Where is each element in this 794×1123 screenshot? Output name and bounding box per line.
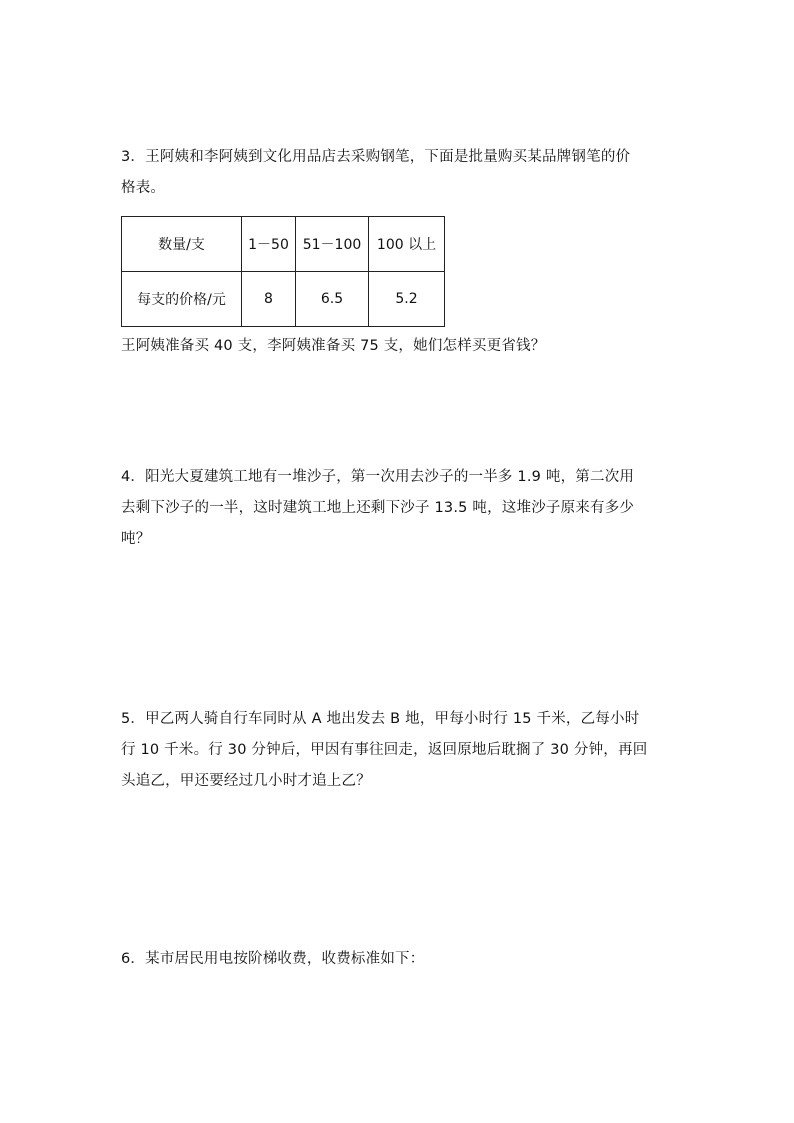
question-4-line-1: 4．阳光大夏建筑工地有一堆沙子，第一次用去沙子的一半多 1.9 吨，第二次用	[121, 469, 635, 485]
table-cell-range-2: 51－100	[296, 217, 369, 272]
table-header-row	[122, 217, 445, 272]
table-price-row	[122, 272, 445, 327]
pen-price-table	[121, 216, 445, 327]
question-3-prompt-text: 王阿姨准备买 40 支，李阿姨准备买 75 支，她们怎样买更省钱？	[121, 338, 546, 354]
question-3-prompt	[121, 331, 677, 362]
table-cell-price-2: 6.5	[296, 272, 369, 327]
question-5	[121, 704, 677, 797]
question-4	[121, 462, 677, 555]
question-3-line-1: 3．王阿姨和李阿姨到文化用品店去采购钢笔，下面是批量购买某品牌钢笔的价	[121, 149, 631, 165]
table-cell-range-3: 100 以上	[369, 217, 445, 272]
table-cell-range-1: 1－50	[242, 217, 296, 272]
table-cell-price-1: 8	[242, 272, 296, 327]
question-3	[121, 142, 677, 204]
table-cell-price-label: 每支的价格/元	[122, 272, 242, 327]
table-cell-price-3: 5.2	[369, 272, 445, 327]
question-5-line-3: 头追乙，甲还要经过几小时才追上乙？	[121, 773, 371, 789]
question-5-line-2: 行 10 千米。行 30 分钟后，甲因有事往回走，返回原地后耽搁了 30 分钟，再回	[121, 742, 648, 758]
question-5-line-1: 5．甲乙两人骑自行车同时从 A 地出发去 B 地，甲每小时行 15 千米，乙每小时	[121, 711, 640, 727]
question-4-line-2: 去剩下沙子的一半，这时建筑工地上还剩下沙子 13.5 吨，这堆沙子原来有多少	[121, 500, 635, 516]
table-cell-quantity-label: 数量/支	[122, 217, 242, 272]
question-6	[121, 944, 677, 975]
question-6-line-1: 6．某市居民用电按阶梯收费，收费标准如下：	[121, 951, 425, 967]
question-3-line-2: 格表。	[121, 180, 166, 196]
question-4-line-3: 吨？	[121, 531, 151, 547]
